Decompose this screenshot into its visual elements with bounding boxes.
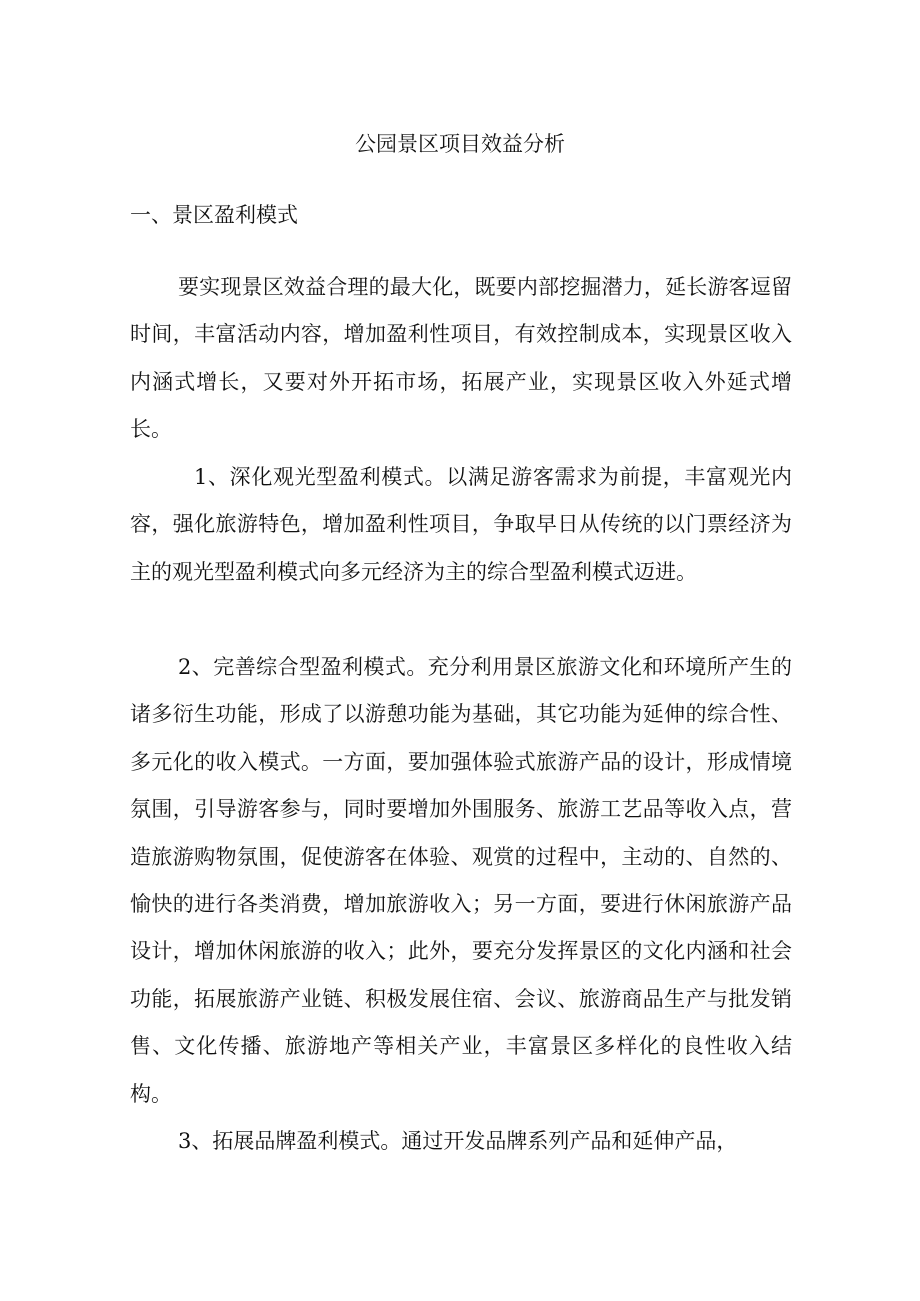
paragraph-item-3: 3、拓展品牌盈利模式。通过开发品牌系列产品和延伸产品， bbox=[178, 1129, 738, 1153]
section-heading: 一、景区盈利模式 bbox=[130, 203, 298, 227]
document-title: 公园景区项目效益分析 bbox=[355, 132, 565, 156]
paragraph-item-1: 1、深化观光型盈利模式。以满足游客需求为前提，丰富观光内容，强化旅游特色，增加盈利性项目，争取早日从传统的以门票经济为主的观光型盈利模式向多元经济为主的综合型盈利模式迈进。 bbox=[130, 465, 792, 584]
paragraph-intro: 要实现景区效益合理的最大化，既要内部挖掘潜力，延长游客逗留时间，丰富活动内容，增加盈利性项目，有效控制成本，实现景区收入内涵式增长，又要对外开拓市场，拓展产业，实现景区收入外延式增长。 bbox=[130, 275, 792, 442]
paragraph-item-2: 2、完善综合型盈利模式。充分利用景区旅游文化和环境所产生的诸多衍生功能，形成了以游憩功能为基础，其它功能为延伸的综合性、多元化的收入模式。一方面，要加强体验式旅游产品的设计，形成情境氛围，引导游客参与，同时要增加外围服务、旅游工艺品等收入点，营造旅游购物氛围，促使游客在体验、观赏的过程中，主动的、自然的、愉快的进行各类消费，增加旅游收入；另一方面，要进行休闲旅游产品设计，增加休闲旅游的收入；此外，要充分发挥景区的文化内涵和社会功能，拓展旅游产业链、积极发展住宿、会议、旅游商品生产与批发销售、文化传播、旅游地产等相关产业，丰富景区多样化的良性收入结构。 bbox=[130, 655, 792, 1106]
